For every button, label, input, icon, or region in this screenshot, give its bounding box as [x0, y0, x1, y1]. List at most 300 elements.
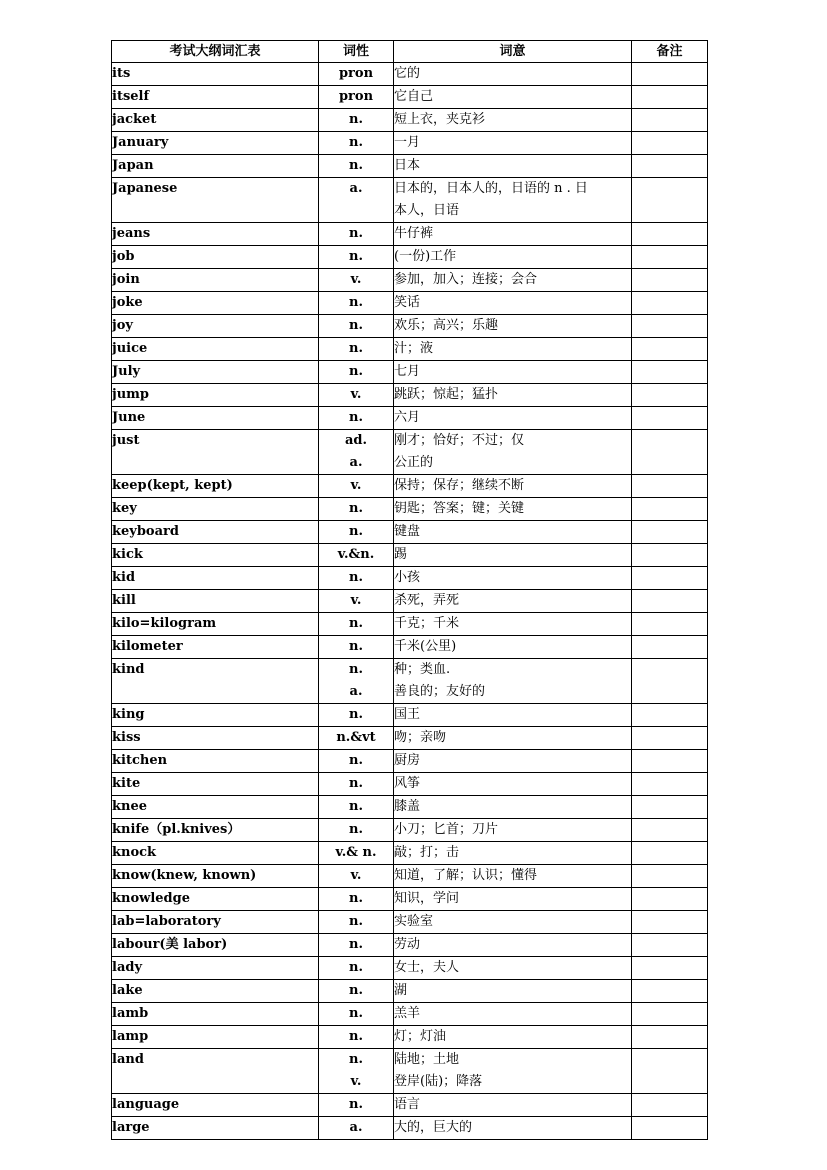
- word-cell: [112, 1026, 319, 1049]
- table-header: [112, 41, 708, 63]
- meaning-cell: [394, 980, 632, 1003]
- part-of-speech-text: n.: [349, 616, 363, 631]
- word-text: jump: [112, 387, 150, 402]
- word-text: land: [112, 1052, 144, 1067]
- word-text: kill: [112, 593, 136, 608]
- part-of-speech-text: n.: [349, 364, 363, 379]
- table-row: [112, 590, 708, 613]
- word-cell: [112, 361, 319, 384]
- meaning-cell: [394, 498, 632, 521]
- part-of-speech-cell: [319, 132, 394, 155]
- note-cell: [632, 704, 708, 727]
- meaning-cell: [394, 590, 632, 613]
- meaning-cell: [394, 521, 632, 544]
- word-text: join: [112, 272, 140, 287]
- table-body: [112, 63, 708, 1140]
- meaning-text: 小孩: [394, 570, 421, 585]
- table-row: [112, 980, 708, 1003]
- meaning-cell: [394, 86, 632, 109]
- word-cell: [112, 773, 319, 796]
- meaning-text: 欢乐；高兴；乐趣: [394, 318, 499, 333]
- word-text: its: [112, 66, 131, 81]
- table-row: [112, 269, 708, 292]
- meaning-cell: [394, 1117, 632, 1140]
- part-of-speech-text: n.: [349, 753, 363, 768]
- header-row: [112, 41, 708, 63]
- word-cell: [112, 86, 319, 109]
- word-text: June: [112, 410, 146, 425]
- part-of-speech-text: n.: [349, 707, 363, 722]
- word-text: knock: [112, 845, 157, 860]
- note-cell: [632, 796, 708, 819]
- part-of-speech-cell: [319, 1049, 394, 1094]
- meaning-cell: [394, 338, 632, 361]
- part-of-speech-text: n.: [349, 960, 363, 975]
- table-row: [112, 178, 708, 223]
- note-cell: [632, 659, 708, 704]
- word-cell: [112, 636, 319, 659]
- word-text: kite: [112, 776, 141, 791]
- word-text: kind: [112, 662, 145, 677]
- note-cell: [632, 1117, 708, 1140]
- table-row: [112, 934, 708, 957]
- meaning-cell: [394, 223, 632, 246]
- word-text: king: [112, 707, 145, 722]
- word-cell: [112, 269, 319, 292]
- meaning-text: (一份)工作: [394, 249, 457, 264]
- word-cell: [112, 430, 319, 475]
- word-text: labour(美 labor): [112, 937, 228, 952]
- table-row: [112, 750, 708, 773]
- note-cell: [632, 727, 708, 750]
- word-text: kid: [112, 570, 136, 585]
- note-cell: [632, 384, 708, 407]
- meaning-cell: [394, 292, 632, 315]
- part-of-speech-text: n.: [349, 799, 363, 814]
- word-text: lamp: [112, 1029, 149, 1044]
- table-row: [112, 86, 708, 109]
- part-of-speech-text: n.: [349, 983, 363, 998]
- part-of-speech-cell: [319, 223, 394, 246]
- note-cell: [632, 544, 708, 567]
- meaning-text: 七月: [394, 364, 421, 379]
- meaning-cell: [394, 475, 632, 498]
- word-text: Japan: [112, 158, 154, 173]
- meaning-text: 千米(公里): [394, 639, 457, 654]
- note-cell: [632, 957, 708, 980]
- word-text: lady: [112, 960, 143, 975]
- note-cell: [632, 1094, 708, 1117]
- word-cell: [112, 659, 319, 704]
- word-cell: [112, 132, 319, 155]
- meaning-text: 钥匙；答案；键；关键: [394, 501, 525, 516]
- word-text: just: [112, 433, 140, 448]
- note-cell: [632, 888, 708, 911]
- part-of-speech-cell: [319, 544, 394, 567]
- word-text: Japanese: [112, 181, 178, 196]
- meaning-text: 湖: [394, 983, 408, 998]
- note-cell: [632, 613, 708, 636]
- header-word: 考试大纲词汇表: [112, 41, 319, 63]
- part-of-speech-cell: [319, 567, 394, 590]
- meaning-text: 风筝: [394, 776, 421, 791]
- note-cell: [632, 223, 708, 246]
- note-cell: [632, 750, 708, 773]
- part-of-speech-text: pron: [338, 66, 374, 81]
- part-of-speech-text: n.: [349, 639, 363, 654]
- word-cell: [112, 246, 319, 269]
- table-row: [112, 475, 708, 498]
- word-text: knee: [112, 799, 148, 814]
- part-of-speech-cell: [319, 613, 394, 636]
- word-text: lamb: [112, 1006, 149, 1021]
- part-of-speech-text: n.: [349, 891, 363, 906]
- part-of-speech-cell: [319, 178, 394, 223]
- meaning-cell: [394, 957, 632, 980]
- meaning-cell: [394, 269, 632, 292]
- table-row: [112, 223, 708, 246]
- part-of-speech-cell: [319, 1094, 394, 1117]
- table-row: [112, 567, 708, 590]
- meaning-text: 牛仔裤: [394, 226, 434, 241]
- table-row: [112, 498, 708, 521]
- part-of-speech-cell: [319, 819, 394, 842]
- word-cell: [112, 475, 319, 498]
- part-of-speech-cell: [319, 636, 394, 659]
- word-cell: [112, 1003, 319, 1026]
- word-cell: [112, 1094, 319, 1117]
- meaning-text: 跳跃；惊起；猛扑: [394, 387, 499, 402]
- word-text: lake: [112, 983, 143, 998]
- part-of-speech-text: n.: [349, 226, 363, 241]
- word-text: kitchen: [112, 753, 168, 768]
- note-cell: [632, 178, 708, 223]
- note-cell: [632, 407, 708, 430]
- meaning-text: 女士，夫人: [394, 960, 460, 975]
- meaning-text: 汁；液: [394, 341, 434, 356]
- part-of-speech-cell: [319, 1117, 394, 1140]
- meaning-cell: [394, 430, 632, 475]
- word-cell: [112, 292, 319, 315]
- note-cell: [632, 773, 708, 796]
- meaning-text: 知识，学问: [394, 891, 460, 906]
- part-of-speech-text: a.: [349, 684, 363, 699]
- note-cell: [632, 86, 708, 109]
- part-of-speech-cell: [319, 1003, 394, 1026]
- table-row: [112, 911, 708, 934]
- note-cell: [632, 63, 708, 86]
- part-of-speech-text: n.: [349, 937, 363, 952]
- word-text: know(knew, known): [112, 868, 257, 883]
- part-of-speech-cell: [319, 407, 394, 430]
- note-cell: [632, 865, 708, 888]
- note-cell: [632, 475, 708, 498]
- meaning-text: 它的: [394, 66, 421, 81]
- meaning-text: 六月: [394, 410, 421, 425]
- table-row: [112, 957, 708, 980]
- note-cell: [632, 292, 708, 315]
- part-of-speech-cell: [319, 773, 394, 796]
- table-row: [112, 338, 708, 361]
- table-row: [112, 659, 708, 704]
- meaning-cell: [394, 636, 632, 659]
- part-of-speech-text: v.: [350, 272, 362, 287]
- note-cell: [632, 911, 708, 934]
- meaning-text: 参加，加入；连接；会合: [394, 272, 538, 287]
- part-of-speech-text: n.: [349, 1052, 363, 1067]
- word-cell: [112, 934, 319, 957]
- word-cell: [112, 384, 319, 407]
- note-cell: [632, 269, 708, 292]
- table-row: [112, 430, 708, 475]
- meaning-cell: [394, 1094, 632, 1117]
- word-cell: [112, 109, 319, 132]
- word-cell: [112, 865, 319, 888]
- word-text: itself: [112, 89, 150, 104]
- note-cell: [632, 590, 708, 613]
- part-of-speech-cell: [319, 911, 394, 934]
- part-of-speech-cell: [319, 750, 394, 773]
- note-cell: [632, 1049, 708, 1094]
- meaning-text: 知道，了解；认识；懂得: [394, 868, 538, 883]
- meaning-text: 膝盖: [394, 799, 421, 814]
- meaning-text: 日本: [394, 158, 421, 173]
- word-cell: [112, 911, 319, 934]
- word-text: knife（pl.knives）: [112, 822, 241, 837]
- word-cell: [112, 980, 319, 1003]
- part-of-speech-text: v.& n.: [335, 845, 377, 860]
- part-of-speech-cell: [319, 63, 394, 86]
- meaning-cell: [394, 246, 632, 269]
- part-of-speech-text: n.: [349, 501, 363, 516]
- meaning-text: 善良的；友好的: [394, 684, 486, 699]
- part-of-speech-text: v.: [350, 593, 362, 608]
- table-row: [112, 819, 708, 842]
- word-text: juice: [112, 341, 148, 356]
- part-of-speech-text: n.&vt: [336, 730, 376, 745]
- word-cell: [112, 338, 319, 361]
- meaning-cell: [394, 727, 632, 750]
- meaning-text: 劳动: [394, 937, 421, 952]
- meaning-text: 本人，日语: [394, 203, 460, 218]
- table-row: [112, 544, 708, 567]
- table-row: [112, 109, 708, 132]
- part-of-speech-text: n.: [349, 776, 363, 791]
- table-row: [112, 246, 708, 269]
- note-cell: [632, 934, 708, 957]
- note-cell: [632, 132, 708, 155]
- word-cell: [112, 842, 319, 865]
- table-row: [112, 292, 708, 315]
- part-of-speech-cell: [319, 888, 394, 911]
- word-text: joy: [112, 318, 133, 333]
- note-cell: [632, 567, 708, 590]
- meaning-text: 公正的: [394, 455, 434, 470]
- meaning-cell: [394, 567, 632, 590]
- part-of-speech-cell: [319, 934, 394, 957]
- meaning-text: 短上衣，夹克衫: [394, 112, 486, 127]
- word-cell: [112, 178, 319, 223]
- note-cell: [632, 1026, 708, 1049]
- note-cell: [632, 498, 708, 521]
- part-of-speech-cell: [319, 315, 394, 338]
- meaning-text: 厨房: [394, 753, 421, 768]
- meaning-text: 敲；打；击: [394, 845, 460, 860]
- word-text: keep(kept, kept): [112, 478, 233, 493]
- meaning-cell: [394, 888, 632, 911]
- note-cell: [632, 430, 708, 475]
- meaning-cell: [394, 613, 632, 636]
- meaning-cell: [394, 384, 632, 407]
- word-text: kilo=kilogram: [112, 616, 217, 631]
- header-note: 备注: [632, 41, 708, 63]
- word-cell: [112, 727, 319, 750]
- table-row: [112, 384, 708, 407]
- part-of-speech-text: v.: [350, 868, 362, 883]
- table-row: [112, 407, 708, 430]
- part-of-speech-text: n.: [349, 524, 363, 539]
- meaning-cell: [394, 178, 632, 223]
- table-row: [112, 1049, 708, 1094]
- meaning-cell: [394, 315, 632, 338]
- part-of-speech-cell: [319, 86, 394, 109]
- part-of-speech-cell: [319, 292, 394, 315]
- word-text: kilometer: [112, 639, 183, 654]
- part-of-speech-cell: [319, 865, 394, 888]
- part-of-speech-text: pron: [338, 89, 374, 104]
- word-text: joke: [112, 295, 143, 310]
- part-of-speech-cell: [319, 704, 394, 727]
- part-of-speech-cell: [319, 521, 394, 544]
- word-cell: [112, 750, 319, 773]
- note-cell: [632, 109, 708, 132]
- table-row: [112, 521, 708, 544]
- table-row: [112, 315, 708, 338]
- meaning-text: 种；类血.: [394, 662, 451, 677]
- table-row: [112, 704, 708, 727]
- word-cell: [112, 544, 319, 567]
- meaning-cell: [394, 934, 632, 957]
- meaning-cell: [394, 704, 632, 727]
- table-row: [112, 613, 708, 636]
- part-of-speech-cell: [319, 246, 394, 269]
- part-of-speech-text: n.: [349, 249, 363, 264]
- note-cell: [632, 1003, 708, 1026]
- part-of-speech-cell: [319, 957, 394, 980]
- part-of-speech-cell: [319, 796, 394, 819]
- meaning-cell: [394, 911, 632, 934]
- meaning-cell: [394, 361, 632, 384]
- meaning-cell: [394, 544, 632, 567]
- word-cell: [112, 498, 319, 521]
- table-row: [112, 888, 708, 911]
- part-of-speech-text: n.: [349, 570, 363, 585]
- meaning-cell: [394, 842, 632, 865]
- meaning-cell: [394, 1026, 632, 1049]
- meaning-text: 刚才；恰好；不过；仅: [394, 433, 525, 448]
- part-of-speech-text: v.: [350, 387, 362, 402]
- part-of-speech-text: n.: [349, 158, 363, 173]
- word-cell: [112, 567, 319, 590]
- part-of-speech-cell: [319, 475, 394, 498]
- word-cell: [112, 155, 319, 178]
- header-meaning: 词意: [394, 41, 632, 63]
- meaning-cell: [394, 750, 632, 773]
- meaning-cell: [394, 819, 632, 842]
- meaning-text: 吻；亲吻: [394, 730, 447, 745]
- meaning-text: 小刀；匕首；刀片: [394, 822, 499, 837]
- meaning-text: 羔羊: [394, 1006, 421, 1021]
- word-text: jacket: [112, 112, 157, 127]
- note-cell: [632, 521, 708, 544]
- meaning-text: 实验室: [394, 914, 434, 929]
- word-cell: [112, 590, 319, 613]
- part-of-speech-cell: [319, 980, 394, 1003]
- word-cell: [112, 1049, 319, 1094]
- meaning-cell: [394, 109, 632, 132]
- word-text: language: [112, 1097, 180, 1112]
- meaning-text: 语言: [394, 1097, 421, 1112]
- meaning-text: 千克；千米: [394, 616, 460, 631]
- meaning-cell: [394, 865, 632, 888]
- table-row: [112, 1003, 708, 1026]
- meaning-text: 笑话: [394, 295, 421, 310]
- meaning-cell: [394, 659, 632, 704]
- part-of-speech-text: v.: [350, 478, 362, 493]
- vocabulary-table: [111, 40, 708, 1140]
- word-text: knowledge: [112, 891, 190, 906]
- part-of-speech-text: v.: [350, 1074, 362, 1089]
- part-of-speech-cell: [319, 659, 394, 704]
- part-of-speech-text: n.: [349, 1006, 363, 1021]
- part-of-speech-cell: [319, 155, 394, 178]
- table-row: [112, 63, 708, 86]
- table-row: [112, 1117, 708, 1140]
- table-row: [112, 636, 708, 659]
- table-row: [112, 865, 708, 888]
- meaning-cell: [394, 63, 632, 86]
- word-text: jeans: [112, 226, 151, 241]
- meaning-text: 大的，巨大的: [394, 1120, 473, 1135]
- note-cell: [632, 819, 708, 842]
- meaning-cell: [394, 1003, 632, 1026]
- meaning-text: 踢: [394, 547, 408, 562]
- part-of-speech-cell: [319, 498, 394, 521]
- meaning-text: 登岸(陆)；降落: [394, 1074, 483, 1089]
- part-of-speech-text: a.: [349, 1120, 363, 1135]
- meaning-cell: [394, 796, 632, 819]
- table-row: [112, 842, 708, 865]
- meaning-text: 陆地；土地: [394, 1052, 460, 1067]
- note-cell: [632, 980, 708, 1003]
- meaning-text: 键盘: [394, 524, 421, 539]
- part-of-speech-text: n.: [349, 135, 363, 150]
- meaning-text: 日本的，日本人的，日语的 n . 日: [394, 181, 588, 196]
- table-row: [112, 773, 708, 796]
- word-text: July: [112, 364, 141, 379]
- word-cell: [112, 1117, 319, 1140]
- table-row: [112, 796, 708, 819]
- part-of-speech-text: n.: [349, 295, 363, 310]
- part-of-speech-cell: [319, 842, 394, 865]
- table-row: [112, 1094, 708, 1117]
- part-of-speech-cell: [319, 590, 394, 613]
- word-cell: [112, 888, 319, 911]
- note-cell: [632, 155, 708, 178]
- part-of-speech-cell: [319, 727, 394, 750]
- meaning-text: 一月: [394, 135, 421, 150]
- note-cell: [632, 636, 708, 659]
